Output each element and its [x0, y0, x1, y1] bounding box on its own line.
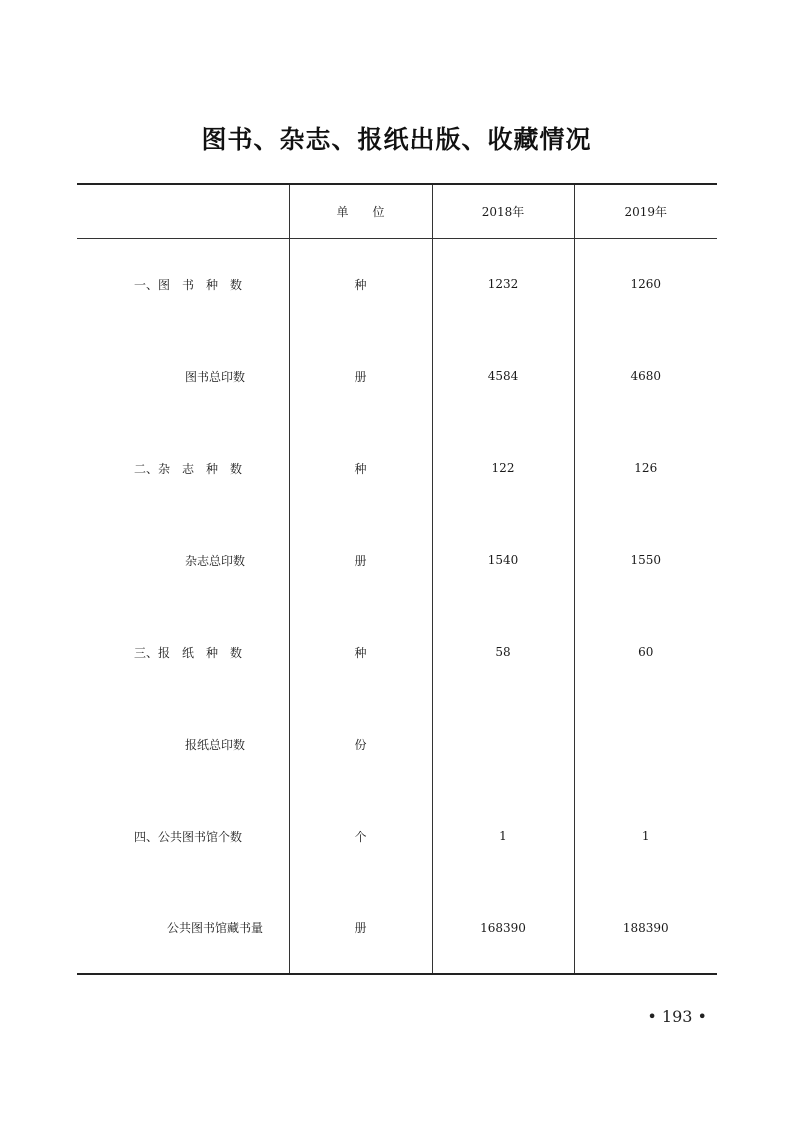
row-value-2019: 1260 [574, 238, 717, 330]
row-unit: 册 [289, 330, 432, 422]
row-value-2018: 1540 [432, 514, 574, 606]
row-label: 三、报 纸 种 数 [134, 645, 243, 660]
row-label: 四、公共图书馆个数 [134, 829, 243, 844]
page-number: • 193 • [647, 1007, 707, 1026]
table-row [77, 606, 717, 698]
table-header-row [77, 184, 717, 238]
statistics-table [77, 183, 717, 975]
row-label: 二、杂 志 种 数 [134, 461, 243, 476]
row-value-2019: 126 [574, 422, 717, 514]
row-unit: 份 [289, 698, 432, 790]
row-unit: 册 [289, 514, 432, 606]
row-value-2018: 58 [432, 606, 574, 698]
row-value-2018: 1 [432, 790, 574, 882]
row-value-2018: 122 [432, 422, 574, 514]
row-unit: 种 [289, 238, 432, 330]
row-value-2019: 188390 [574, 882, 717, 974]
table-row [77, 514, 717, 606]
row-value-2018: 1232 [432, 238, 574, 330]
table-row [77, 330, 717, 422]
row-label: 杂志总印数 [185, 553, 246, 568]
row-label: 图书总印数 [185, 369, 246, 384]
row-label: 一、图 书 种 数 [134, 277, 243, 292]
row-value-2019: 1 [574, 790, 717, 882]
row-label: 公共图书馆藏书量 [77, 882, 289, 974]
row-value-2019: 60 [574, 606, 717, 698]
table-row [77, 698, 717, 790]
header-item [77, 184, 289, 238]
table-row [77, 790, 717, 882]
row-value-2018: 168390 [432, 882, 574, 974]
table-row [77, 882, 717, 974]
table-row [77, 238, 717, 330]
row-value-2018: 4584 [432, 330, 574, 422]
row-value-2018 [432, 698, 574, 790]
row-unit: 册 [289, 882, 432, 974]
row-unit: 种 [289, 422, 432, 514]
row-unit: 个 [289, 790, 432, 882]
header-unit: 单 位 [289, 184, 432, 238]
row-unit: 种 [289, 606, 432, 698]
row-value-2019: 4680 [574, 330, 717, 422]
header-year-2019: 2019年 [574, 184, 717, 238]
page-title: 图书、杂志、报纸出版、收藏情况 [201, 125, 592, 154]
header-year-2018: 2018年 [432, 184, 574, 238]
row-label: 报纸总印数 [185, 737, 246, 752]
table-row [77, 422, 717, 514]
row-value-2019: 1550 [574, 514, 717, 606]
row-value-2019 [574, 698, 717, 790]
